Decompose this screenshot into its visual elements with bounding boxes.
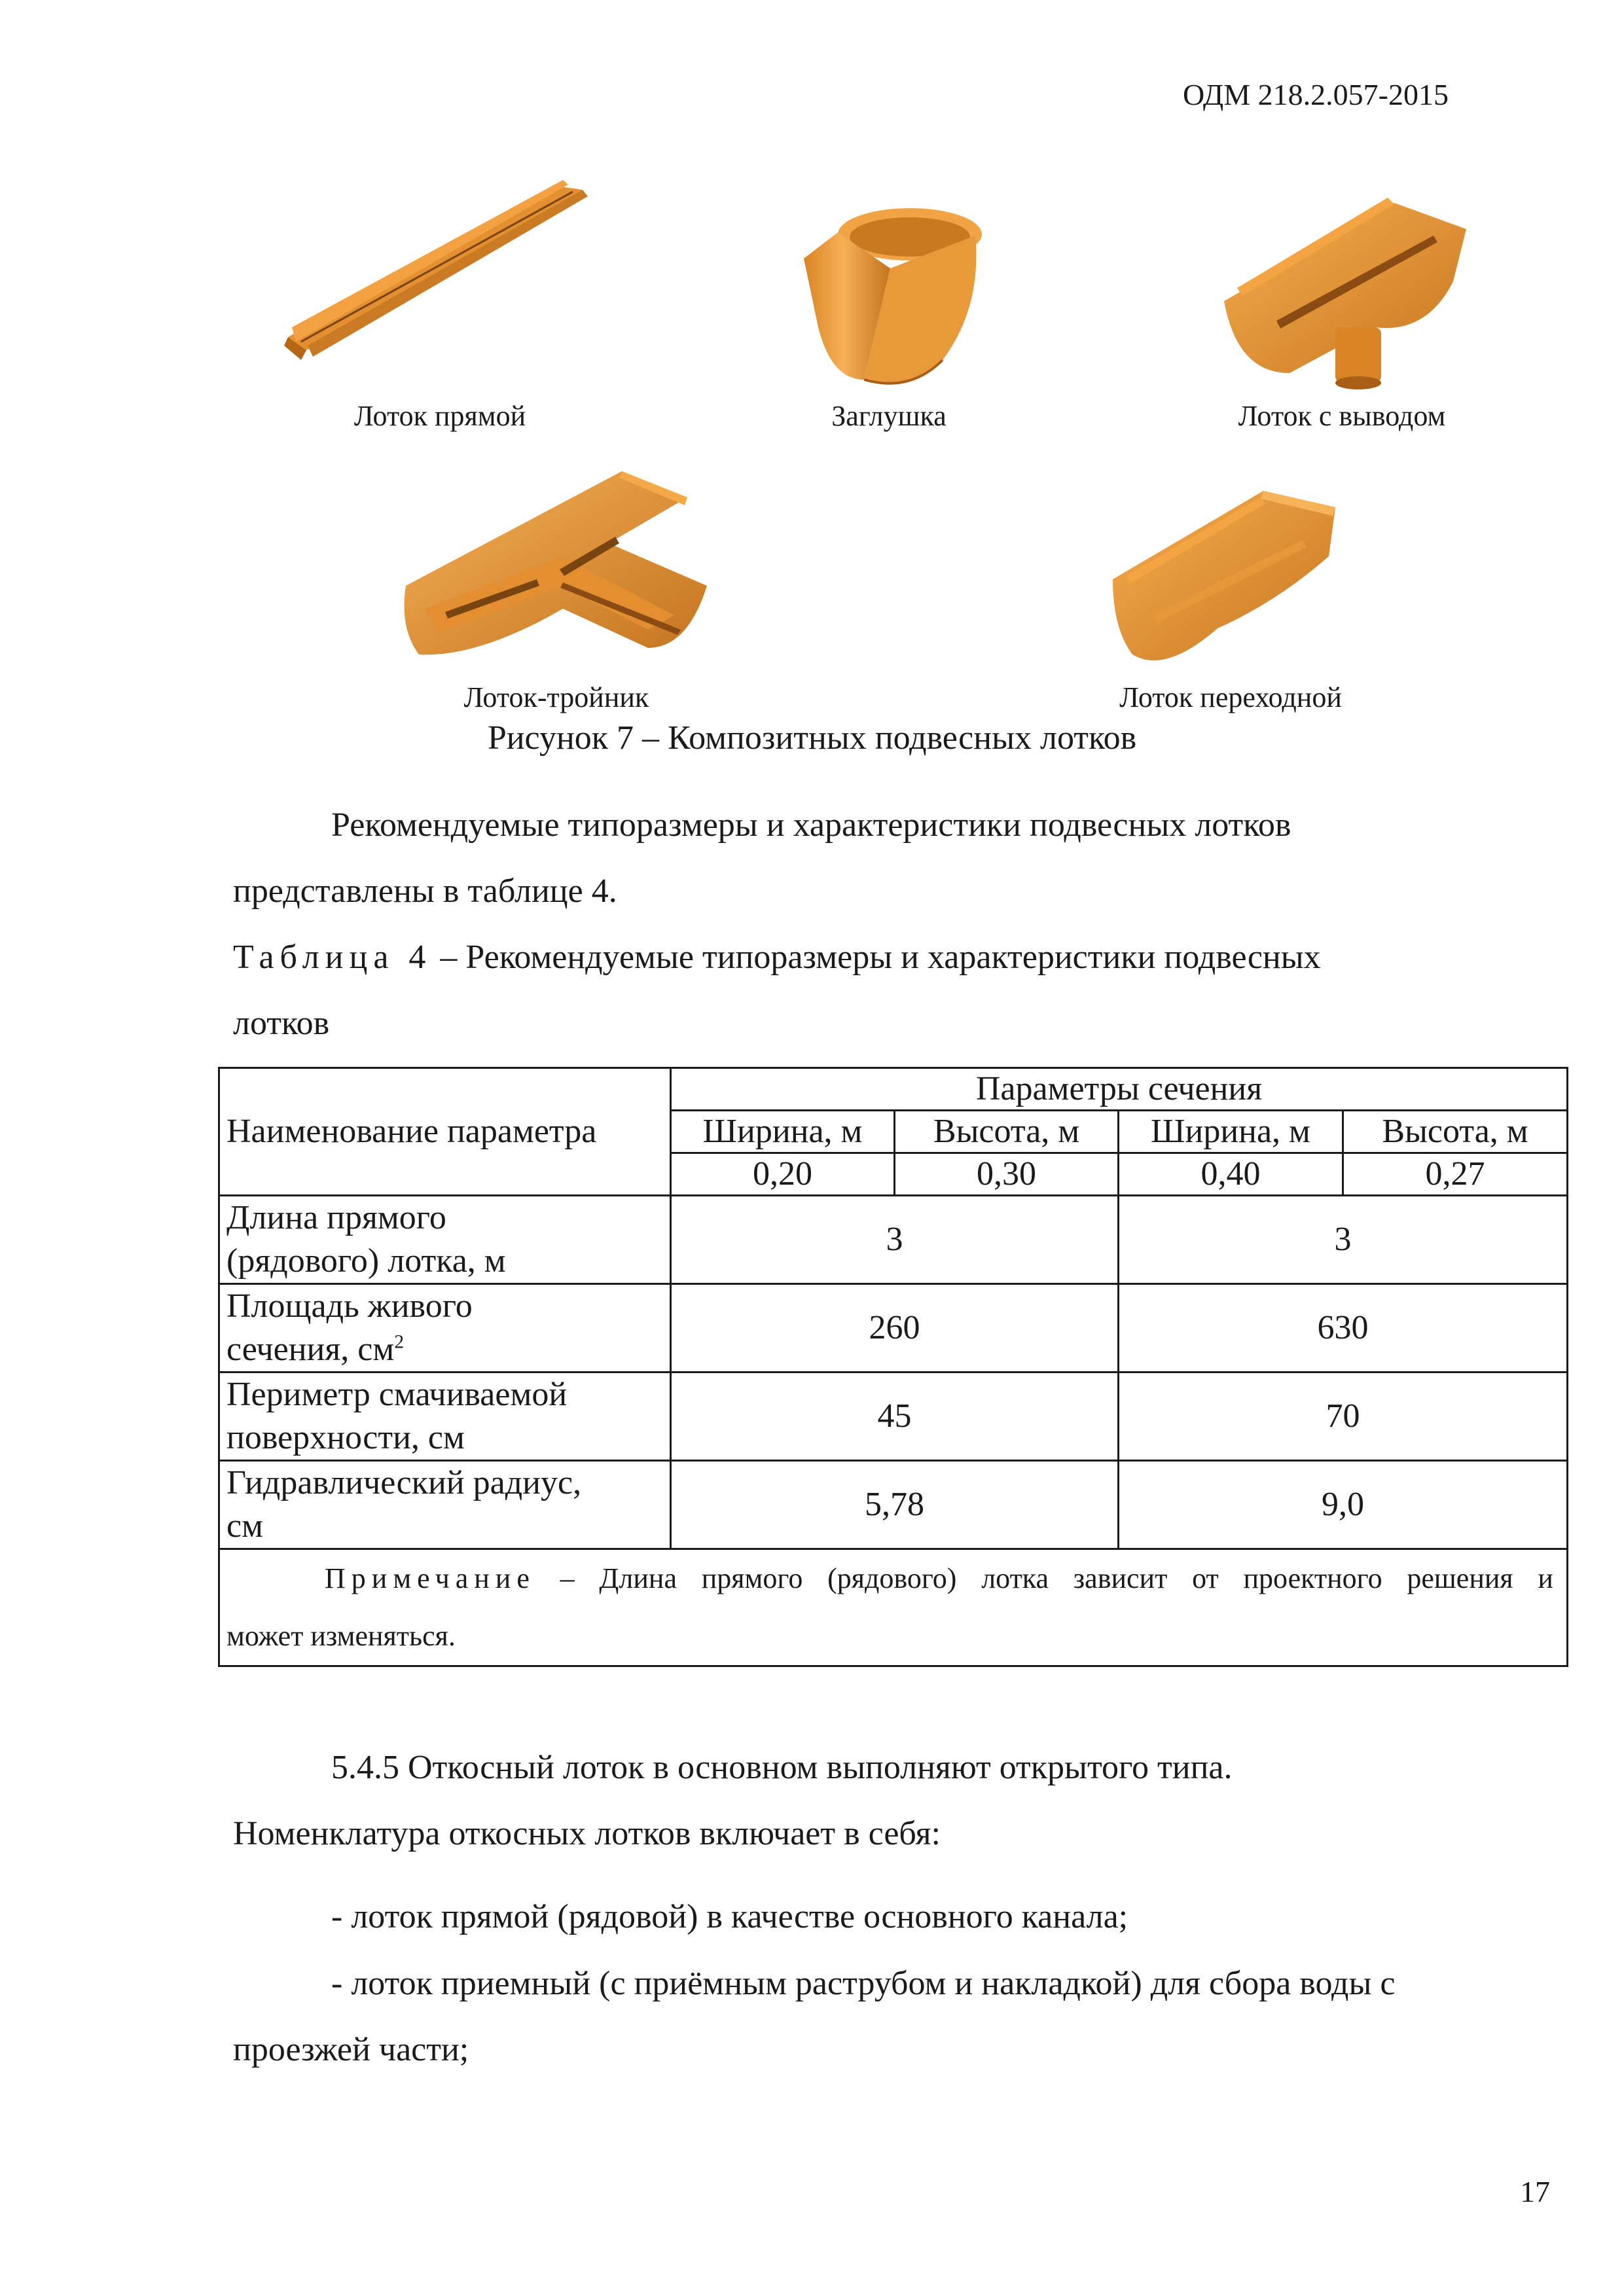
table-title-word: подвесных [1164,939,1321,976]
row-name-line: поверхности, см [226,1419,465,1456]
row-value: 45 [671,1372,1119,1461]
table-title-word: и [901,939,919,976]
figure-plug [792,196,988,393]
intro-word: подвесных [1030,806,1187,844]
bullet-word: - [331,1965,343,2002]
figure-transition-tray [1106,478,1348,674]
table-row [219,1284,1568,1372]
column-value: 0,30 [895,1153,1119,1196]
bullet-word: раструбом [795,1965,947,2002]
caption-tee-tray: Лоток-тройник [463,681,649,713]
column-header: Ширина, м [671,1111,895,1153]
note-word: – [560,1562,575,1594]
figure-title: Рисунок 7 – Композитных подвесных лотков [487,719,1137,757]
section-paragraph [233,1734,1551,1867]
tee-tray-image [399,458,713,674]
section-word: открытого [999,1749,1149,1786]
table-row [219,1461,1568,1549]
intro-paragraph [233,792,1551,924]
bullet-2-line-1 [233,1950,1551,2017]
note-word: лотка [981,1562,1049,1594]
bullet-word: сбора [1209,1965,1291,2002]
bullet-word: для [1150,1965,1201,2002]
row-value: 9,0 [1119,1461,1568,1549]
param-name-header: Наименование параметра [219,1068,671,1196]
section-word: лоток [562,1749,645,1786]
table-note [219,1549,1568,1666]
bullet-word: воды [1299,1965,1372,2002]
section-params-header: Параметры сечения [671,1068,1568,1111]
bullet-word: с [1380,1965,1396,2002]
caption-plug: Заглушка [831,400,947,432]
note-word: проектного [1243,1562,1382,1594]
intro-word: лотков [1195,806,1291,844]
table-row [219,1196,1568,1284]
column-value: 0,20 [671,1153,895,1196]
section-word: 5.4.5 Откосный [331,1749,554,1786]
row-name [219,1461,671,1549]
bullet-word: лоток [351,1965,433,2002]
note-line-1 [226,1550,1553,1607]
figure-straight-tray [275,170,615,386]
column-header: Ширина, м [1119,1111,1343,1153]
table-header-row-1 [219,1068,1568,1111]
section-line-2: Номенклатура откосных лотков включает в себя: [233,1815,941,1852]
note-word: Длина [599,1562,677,1594]
section-line-1 [233,1734,1551,1801]
note-word: и [1538,1562,1553,1594]
table-label: Таблица 4 [233,939,432,976]
caption-outlet-tray: Лоток с выводом [1238,400,1446,432]
bullet-1 [233,1884,1551,1950]
row-value: 70 [1119,1372,1568,1461]
transition-tray-image [1106,478,1348,674]
table-title-word: – [440,939,458,976]
page-number: 17 [1520,2175,1550,2208]
section-word: выполняют [826,1749,991,1786]
table-note-row [219,1549,1568,1666]
table-title-word: типоразмеры [702,939,893,976]
table-title-word: характеристики [927,939,1156,976]
row-name-line: Гидравлический радиус, [226,1464,582,1501]
column-value: 0,27 [1343,1153,1568,1196]
bullet-word: (с [599,1965,626,2002]
row-value: 5,78 [671,1461,1119,1549]
section-word: основном [677,1749,818,1786]
note-word: прямого [701,1562,803,1594]
row-name-line: (рядового) лотка, м [226,1242,506,1280]
bullet-word: накладкой) [981,1965,1142,2002]
document-code: ОДМ 218.2.057-2015 [1182,78,1449,111]
column-header: Высота, м [1343,1111,1568,1153]
row-value: 3 [671,1196,1119,1284]
intro-word: типоразмеры [568,806,758,844]
row-name [219,1196,671,1284]
caption-straight-tray: Лоток прямой [353,400,526,432]
intro-word: характеристики [793,806,1021,844]
intro-word: и [766,806,785,844]
note-label: Примечание [325,1562,535,1594]
table-title-line-1 [233,924,1551,990]
caption-transition-tray: Лоток переходной [1119,681,1342,713]
note-word: решения [1407,1562,1513,1594]
figure-tee-tray [399,458,713,674]
parameters-table [218,1067,1568,1667]
bullet-word: и [954,1965,973,2002]
note-line-2: может изменяться. [226,1620,456,1652]
outlet-tray-image [1218,190,1479,393]
section-word: в [653,1749,670,1786]
intro-line-2: представлены в таблице 4. [233,872,617,910]
plug-image [792,196,988,393]
intro-line-1 [233,792,1551,858]
note-word: от [1192,1562,1219,1594]
column-value: 0,40 [1119,1153,1343,1196]
table-row [219,1372,1568,1461]
bullet-word: приемный [441,1965,591,2002]
table-title [233,924,1551,1056]
section-word: типа. [1157,1749,1233,1786]
bullet-2 [233,1950,1551,2083]
straight-tray-image [275,170,615,386]
note-word: зависит [1073,1562,1168,1594]
bullet-2-line-2: проезжей части; [233,2031,469,2068]
superscript: 2 [394,1331,405,1353]
row-value: 630 [1119,1284,1568,1372]
row-name-line: сечения, см [226,1331,395,1368]
intro-word: Рекомендуемые [331,806,560,844]
note-word: (рядового) [827,1562,957,1594]
row-name-line: см [226,1507,263,1545]
bullet-word: приёмным [634,1965,787,2002]
column-header: Высота, м [895,1111,1119,1153]
bullet-1-text: - лоток прямой (рядовой) в качестве основного канала; [331,1898,1128,1935]
figure-outlet-tray [1218,190,1479,393]
row-name [219,1284,671,1372]
table-title-word: Рекомендуемые [465,939,694,976]
row-value: 3 [1119,1196,1568,1284]
row-name-line: Периметр смачиваемой [226,1376,568,1413]
row-name-line: Площадь живого [226,1287,473,1325]
row-value: 260 [671,1284,1119,1372]
table-title-line-2: лотков [233,1005,330,1042]
row-name-line: Длина прямого [226,1199,446,1236]
row-name [219,1372,671,1461]
